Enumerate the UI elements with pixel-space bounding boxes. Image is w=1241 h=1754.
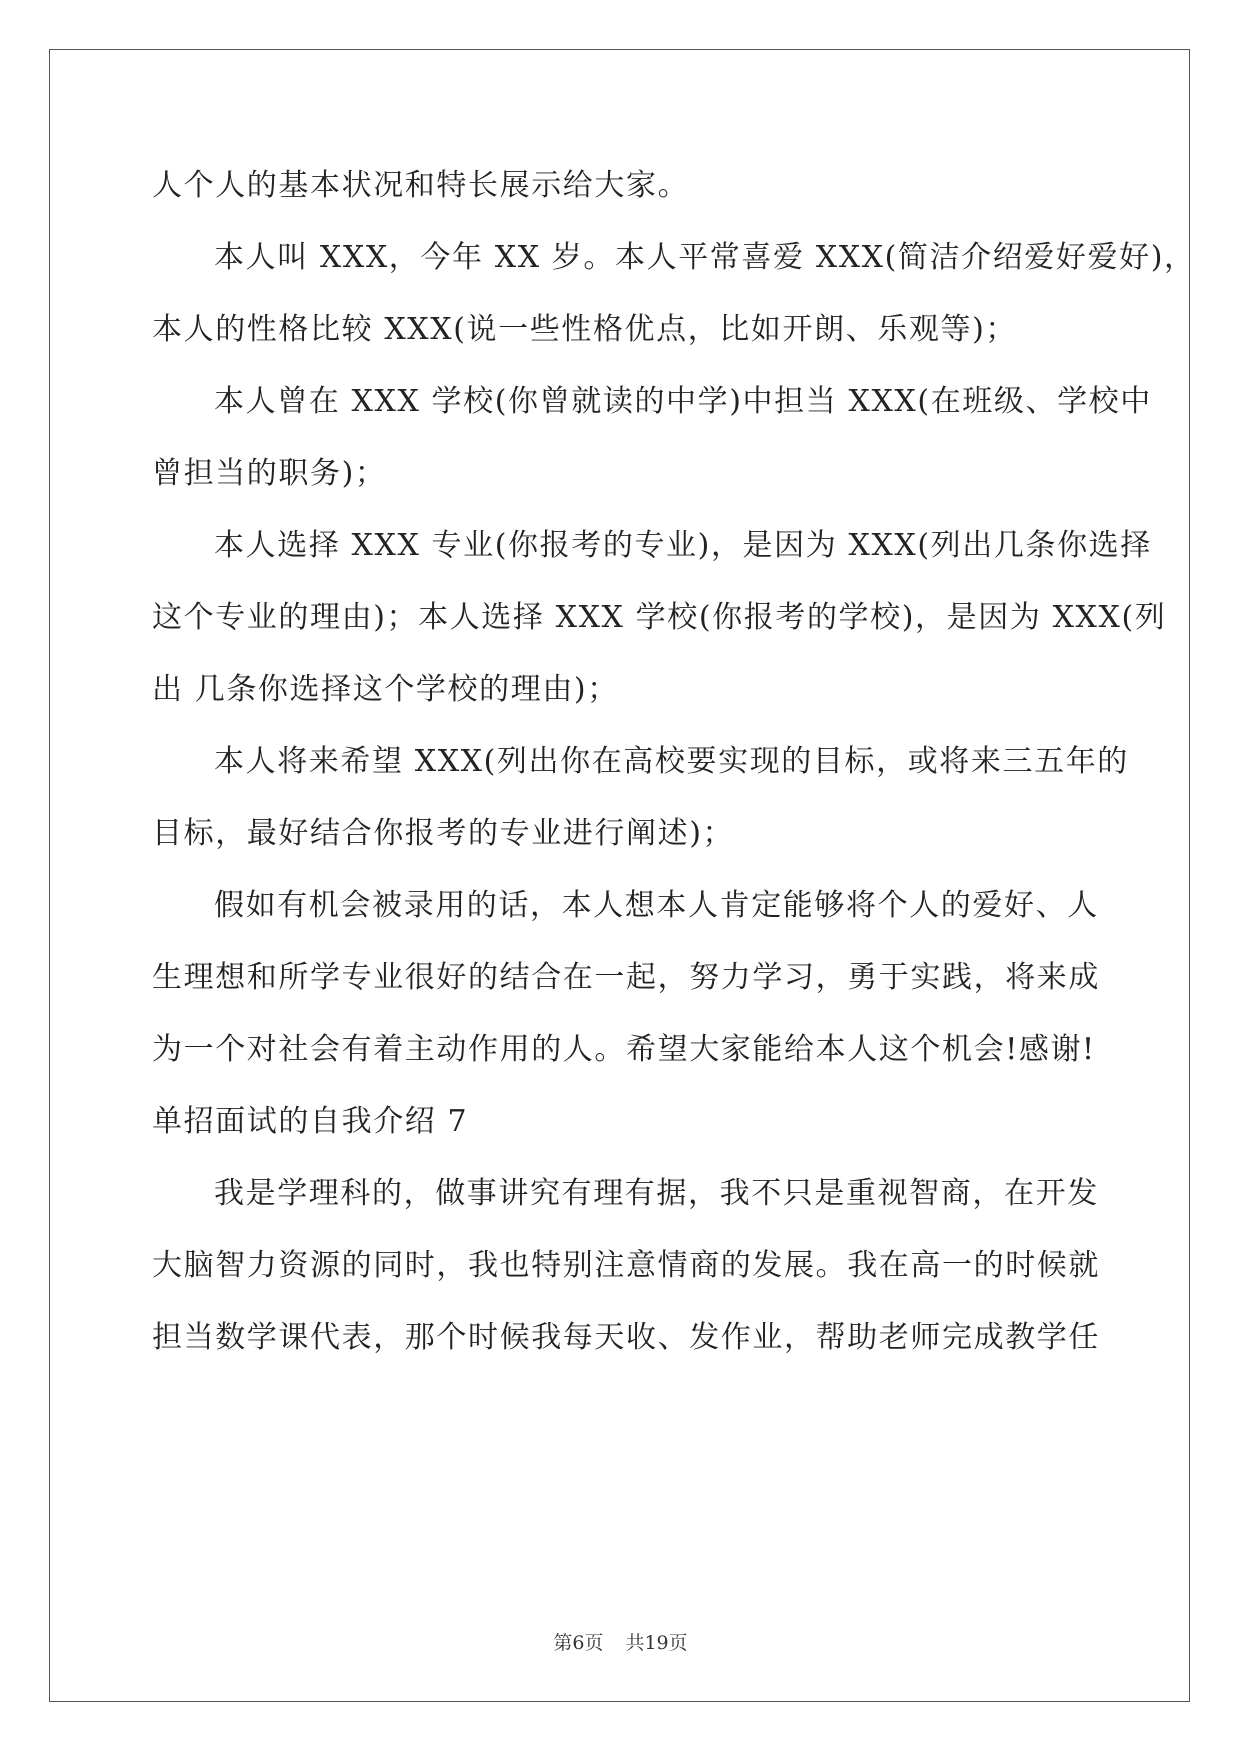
text-line-4: 本人曾在 XXX 学校(你曾就读的中学)中担当 XXX(在班级、学校中 xyxy=(214,384,1152,419)
text-line-11: 假如有机会被录用的话，本人想本人肯定能够将个人的爱好、人 xyxy=(214,888,1099,923)
text-line-8: 出 几条你选择这个学校的理由)； xyxy=(152,672,619,707)
section-heading: 单招面试的自我介绍 7 xyxy=(152,1104,469,1139)
text-line-17: 担当数学课代表，那个时候我每天收、发作业，帮助老师完成教学任 xyxy=(152,1320,1100,1355)
text-line-12: 生理想和所学专业很好的结合在一起，努力学习，勇于实践，将来成 xyxy=(152,960,1100,995)
text-line-3: 本人的性格比较 XXX(说一些性格优点，比如开朗、乐观等)； xyxy=(152,312,1018,347)
text-line-7: 这个专业的理由)；本人选择 XXX 学校(你报考的学校)，是因为 XXX(列 xyxy=(152,600,1167,635)
text-line-1: 人个人的基本状况和特长展示给大家。 xyxy=(152,168,690,203)
text-line-13: 为一个对社会有着主动作用的人。希望大家能给本人这个机会!感谢! xyxy=(152,1032,1096,1067)
text-line-5: 曾担当的职务)； xyxy=(152,456,387,491)
page-footer xyxy=(0,1628,1241,1655)
text-line-10: 目标，最好结合你报考的专业进行阐述)； xyxy=(152,816,735,851)
page-number: 第6页 xyxy=(553,1632,604,1654)
text-line-9: 本人将来希望 XXX(列出你在高校要实现的目标，或将来三五年的 xyxy=(214,744,1129,779)
text-line-2: 本人叫 XXX，今年 XX 岁。本人平常喜爱 XXX(简洁介绍爱好爱好)， xyxy=(214,240,1196,275)
document-body xyxy=(152,150,1196,1374)
text-line-6: 本人选择 XXX 专业(你报考的专业)，是因为 XXX(列出几条你选择 xyxy=(214,528,1152,563)
page-total: 共19页 xyxy=(625,1632,688,1654)
text-line-15: 我是学理科的，做事讲究有理有据，我不只是重视智商，在开发 xyxy=(214,1176,1099,1211)
text-line-16: 大脑智力资源的同时，我也特别注意情商的发展。我在高一的时候就 xyxy=(152,1248,1100,1283)
